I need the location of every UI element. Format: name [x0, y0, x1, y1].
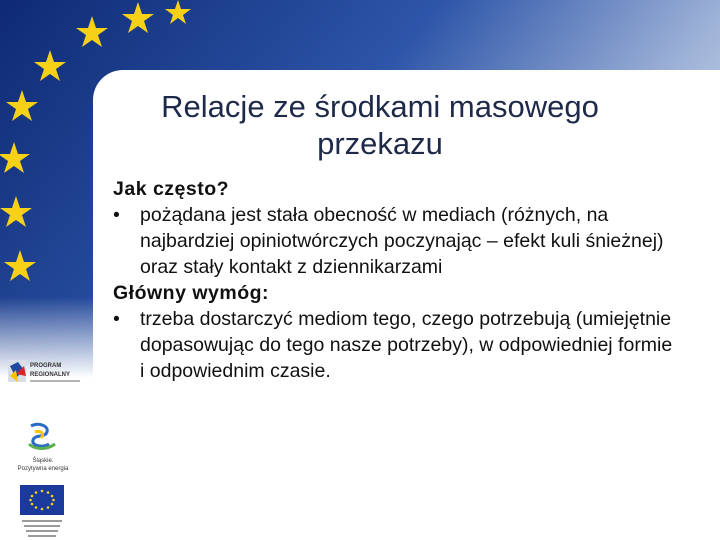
- slaskie-tagline: Pozytywna energia: [17, 466, 69, 472]
- bullet-icon: •: [113, 204, 120, 226]
- slide-title: [100, 88, 660, 162]
- slide-body: [113, 176, 673, 384]
- slide-title-line1: Relacje ze środkami masowego: [161, 89, 599, 124]
- eu-flag-icon: [16, 483, 68, 540]
- slaskie-label: Śląskie.: [32, 458, 54, 464]
- slaskie-logo: [15, 420, 71, 472]
- section-heading-frequency: Jak często?: [113, 178, 230, 200]
- bullet-item-frequency: [113, 202, 673, 280]
- bullet-icon: •: [113, 308, 120, 330]
- program-label: PROGRAM: [30, 363, 62, 369]
- regionalny-label: REGIONALNY: [30, 372, 71, 378]
- slide-title-line2: przekazu: [317, 126, 443, 161]
- bullet-text-frequency: pożądana jest stała obecność w mediach (różnych, na najbardziej opiniotwórczych poczynając – efekt kuli śnieżnej) oraz stały kontakt z dziennikarzami: [140, 204, 664, 278]
- bullet-text-requirement: trzeba dostarczyć mediom tego, czego potrzebują (umiejętnie dopasowując do tego nasze potrzeby), w odpowiedniej formie i odpowiednim czasie.: [140, 308, 673, 382]
- program-regionalny-logo: [6, 352, 84, 392]
- section-heading-requirement: Główny wymóg:: [113, 282, 270, 304]
- bullet-item-requirement: [113, 306, 673, 384]
